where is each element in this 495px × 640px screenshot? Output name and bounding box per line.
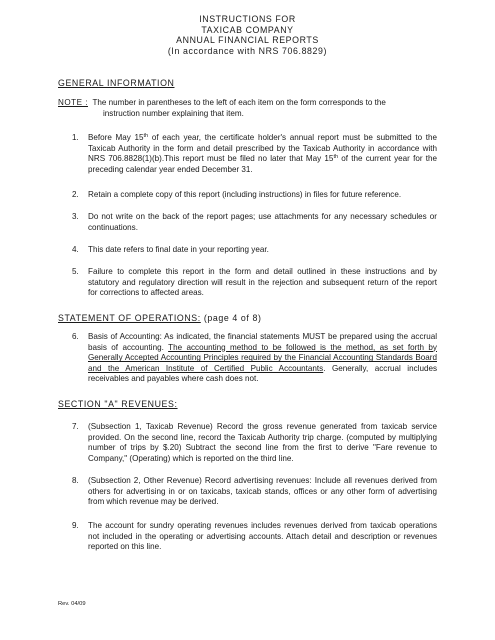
item-number: 1. [72, 133, 79, 142]
revision-label: Rev. 04/09 [58, 601, 86, 607]
list-item-8 [72, 476, 437, 508]
item-number: 3. [72, 212, 79, 221]
item-number: 5. [72, 267, 79, 276]
item-number: 9. [72, 521, 79, 530]
title-line-1: INSTRUCTIONS FOR [199, 14, 296, 24]
list-item-6 [72, 332, 437, 385]
item-text: Before May 15th of each year, the certificate holder's annual report must be submitted to the Taxicab Authority in the form and detail prescribed by the Taxicab Authority in accordance with NRS 706.8828(1)(b).This report must be filed no later that May 15th of the current year for the preceding calendar year ended December 31. [88, 133, 438, 174]
section-a-revenues-heading: SECTION "A" REVENUES: [58, 399, 178, 409]
item-text: This date refers to final date in your reporting year. [88, 245, 269, 254]
note-label: NOTE : [58, 98, 88, 107]
list-item-7 [72, 422, 437, 464]
list-item-2 [72, 190, 437, 201]
statement-of-operations-heading: STATEMENT OF OPERATIONS: (page 4 of 8) [58, 313, 262, 323]
item-text: Do not write on the back of the report pages; use attachments for any necessary schedules or continuations. [88, 212, 437, 232]
general-information-heading: GENERAL INFORMATION [58, 78, 175, 88]
item-number: 6. [72, 332, 79, 341]
item-number: 8. [72, 476, 79, 485]
item-number: 2. [72, 190, 79, 199]
list-item-9 [72, 521, 437, 553]
item-text: Basis of Accounting: As indicated, the financial statements MUST be prepared using the accrual basis of accounting. The accounting method to be followed is the method, as set forth by Generally Accepted Accounting Principles required by the Financial Accounting Standards Board and the American Institute of Certified Public Accountants. Generally, accrual includes receivables and payables where cash does not. [88, 332, 437, 384]
title-line-2: TAXICAB COMPANY [201, 24, 294, 35]
list-item-5 [72, 267, 437, 299]
item-text: Failure to complete this report in the form and detail outlined in these instructions and by statutory and regulatory direction will result in the rejection and subsequent return of the report for corrections to affected areas. [88, 267, 437, 298]
list-item-4 [72, 245, 437, 256]
note-text-1: The number in parentheses to the left of each item on the form corresponds to the [92, 98, 386, 107]
item-text: (Subsection 2, Other Revenue) Record advertising revenues: Include all revenues derived from others for advertising in or on taxicabs, taxicab stands, offices or any other form of advertising from which revenue may be derived. [88, 476, 437, 507]
item-number: 7. [72, 422, 79, 431]
list-item-3 [72, 212, 437, 233]
note-paragraph [58, 98, 437, 119]
item-text: Retain a complete copy of this report (including instructions) in files for future reference. [88, 190, 402, 199]
title-line-3: ANNUAL FINANCIAL REPORTS [176, 35, 319, 45]
title-line-4: (In accordance with NRS 706.8829) [167, 45, 328, 56]
list-item-1 [72, 133, 437, 175]
document-title [0, 14, 495, 56]
item-number: 4. [72, 245, 79, 254]
item-text: (Subsection 1, Taxicab Revenue) Record the gross revenue generated from taxicab service provided. On the second line, record the Taxicab Authority trip charge. (computed by multiplying number of trips by $.20) Subtract the second line from the first to derive "Fare revenue to Company," (Operating) which is reported on the third line. [88, 422, 437, 463]
item-text: The account for sundry operating revenues includes revenues derived from taxicab operations not included in the operating or advertising accounts. Attach detail and description or revenues reported on this line. [88, 521, 437, 552]
note-text-2: instruction number explaining that item. [103, 108, 244, 118]
